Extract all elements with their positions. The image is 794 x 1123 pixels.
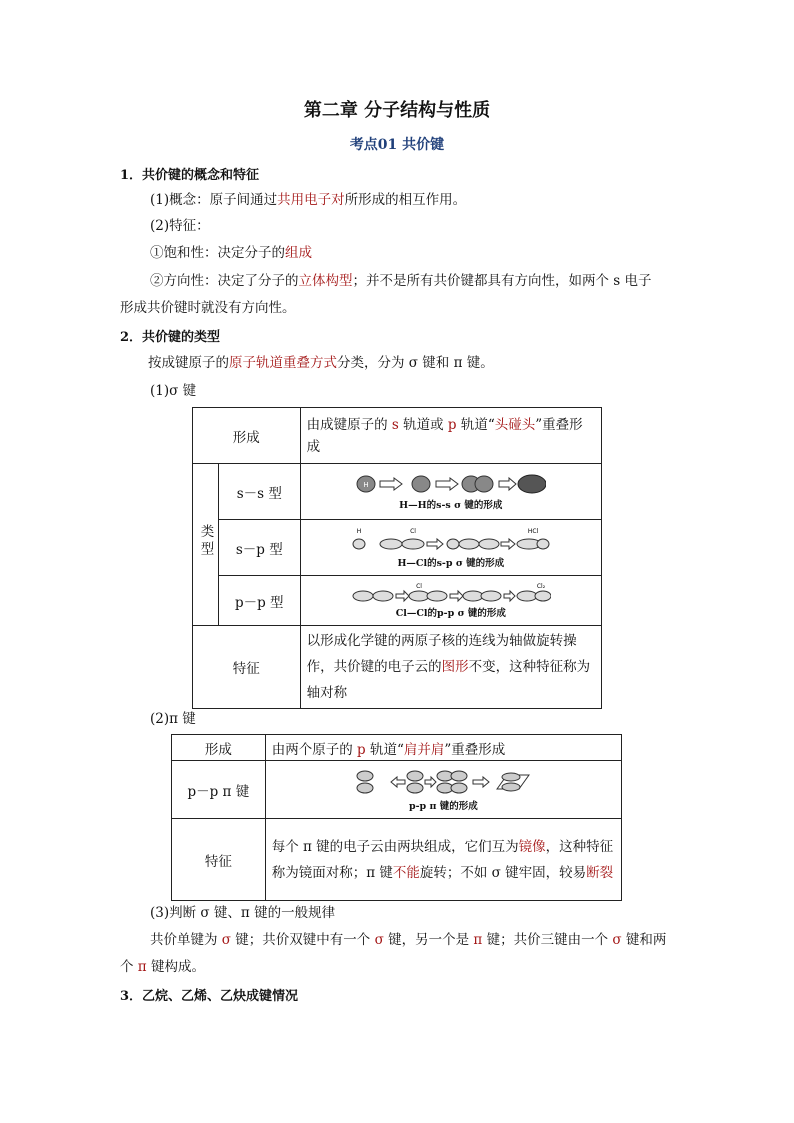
- intro-highlight: 原子轨道重叠方式: [229, 355, 337, 371]
- concept-line: [150, 189, 466, 211]
- section-3-heading: 3．乙烷、乙烯、乙炔成键情况: [120, 989, 299, 1004]
- text: ”重叠形成: [306, 416, 583, 455]
- type-label: [193, 464, 219, 626]
- pp-pi-diagram: [353, 767, 533, 797]
- ss-caption: H—H的s-s σ 键的形成: [399, 500, 503, 511]
- pi-bond-table: [171, 734, 622, 901]
- text: 以形成化学键的两原子核的连线为轴做旋转操作，共价键的电子云的: [306, 633, 577, 675]
- text: ”重叠形成: [444, 741, 506, 758]
- sigma-label: (1)σ 键: [150, 383, 197, 399]
- cl-label: Cl: [415, 583, 422, 590]
- pp-diagram-cell: [300, 576, 601, 626]
- pi-char-label: 特征: [172, 819, 266, 901]
- ss-sigma-diagram: [356, 472, 546, 496]
- highlight-mirror: 镜像: [518, 838, 546, 855]
- text: 旋转；不如 σ 键牢固，较易: [419, 864, 587, 881]
- pi: π: [137, 959, 147, 975]
- head-to-head: 头碰头: [494, 416, 536, 433]
- pi-formation-label: 形成: [172, 735, 266, 761]
- pi-formation-cell: [265, 735, 621, 761]
- atom-label: H: [363, 481, 369, 489]
- text: 键；共价三键由一个: [482, 932, 613, 948]
- saturation-line: [150, 242, 312, 264]
- text: 每个 π 键的电子云由两块组成，它们互为: [271, 838, 519, 855]
- h-label: H: [356, 528, 362, 535]
- saturation-highlight: 组成: [285, 245, 312, 261]
- feature-line: (2)特征：: [150, 218, 210, 234]
- page-subtitle: 考点01 共价键: [349, 137, 445, 153]
- pi-char-cell: [265, 819, 621, 901]
- text: 共价单键为: [150, 932, 222, 948]
- side-by-side: 肩并肩: [403, 741, 445, 758]
- text: 键；共价双键中有一个: [231, 932, 375, 948]
- sigma-formation-cell: [300, 408, 601, 464]
- concept-highlight: 共用电子对: [277, 192, 345, 208]
- concept-text-b: 所形成的相互作用。: [344, 192, 467, 208]
- hcl-label: HCl: [527, 528, 538, 535]
- concept-text-a: (1)概念：原子间通过: [150, 192, 278, 208]
- text: 轨道“: [456, 416, 495, 433]
- pi-caption: p-p π 键的形成: [408, 801, 478, 812]
- sp-diagram-cell: [300, 520, 601, 576]
- direction-highlight: 立体构型: [298, 273, 353, 289]
- sigma-char-label: 特征: [193, 626, 301, 709]
- text: 键和两: [621, 932, 667, 948]
- direction-text-b: ；并不是所有共价键都具有方向性，如两个 s 电子: [352, 273, 652, 289]
- p-orbital: p: [447, 416, 457, 433]
- intro-text-b: 分类，分为 σ 键和 π 键。: [337, 355, 494, 371]
- text: 不变，这种特征称为轴对称: [306, 659, 591, 701]
- text: ，这种特征称为镜面对称；π 键: [271, 838, 614, 881]
- sigma: σ: [612, 932, 622, 948]
- page-title: 第二章 分子结构与性质: [303, 100, 491, 121]
- direction-line-2: 形成共价键时就没有方向性。: [120, 300, 296, 316]
- sp-caption: H—Cl的s-p σ 键的形成: [397, 558, 505, 569]
- rule-line-1: [150, 929, 666, 951]
- rule-label: (3)判断 σ 键、π 键的一般规律: [150, 905, 336, 921]
- sp-label: s－p 型: [218, 520, 300, 576]
- sigma-formation-label: 形成: [193, 408, 301, 464]
- cl2-label: Cl₂: [536, 583, 545, 590]
- text: 键构成。: [146, 959, 205, 975]
- text: 由成键原子的: [306, 416, 392, 433]
- cl-label: Cl: [409, 528, 416, 535]
- section-2-heading: 2．共价键的类型: [120, 330, 221, 345]
- rule-line-2: [120, 956, 205, 978]
- sigma: σ: [221, 932, 232, 948]
- section-1-heading: 1．共价键的概念和特征: [120, 168, 260, 183]
- pi: π: [473, 932, 483, 948]
- text: 轨道或: [398, 416, 448, 433]
- ss-diagram-cell: [300, 464, 601, 520]
- type-text: 类型: [197, 523, 214, 559]
- highlight-cannot: 不能: [392, 864, 420, 881]
- text: 轨道“: [365, 741, 404, 758]
- sigma: σ: [374, 932, 384, 948]
- sigma-bond-table: [192, 407, 602, 709]
- pp-sigma-diagram: [351, 582, 551, 604]
- intro-text-a: 按成键原子的: [148, 355, 229, 371]
- direction-text-a: ②方向性：决定了分子的: [150, 273, 299, 289]
- pp-caption: Cl—Cl的p-p σ 键的形成: [395, 608, 506, 619]
- direction-line: [150, 270, 652, 292]
- p-orbital: p: [357, 741, 366, 758]
- highlight-break: 断裂: [586, 864, 614, 881]
- types-intro: [148, 352, 494, 374]
- text: 键，另一个是: [383, 932, 474, 948]
- pi-label: (2)π 键: [150, 711, 196, 727]
- pp-label: p－p 型: [218, 576, 300, 626]
- sigma-char-cell: [300, 626, 601, 709]
- ss-label: s－s 型: [218, 464, 300, 520]
- sp-sigma-diagram: [351, 526, 551, 554]
- s-orbital: s: [391, 416, 399, 433]
- text: 由两个原子的: [271, 741, 357, 758]
- highlight: 图形: [441, 659, 469, 675]
- pi-diagram-cell: [265, 761, 621, 819]
- pi-pp-label: p－p π 键: [172, 761, 266, 819]
- saturation-text: ①饱和性：决定分子的: [150, 245, 285, 261]
- text: 个: [120, 959, 138, 975]
